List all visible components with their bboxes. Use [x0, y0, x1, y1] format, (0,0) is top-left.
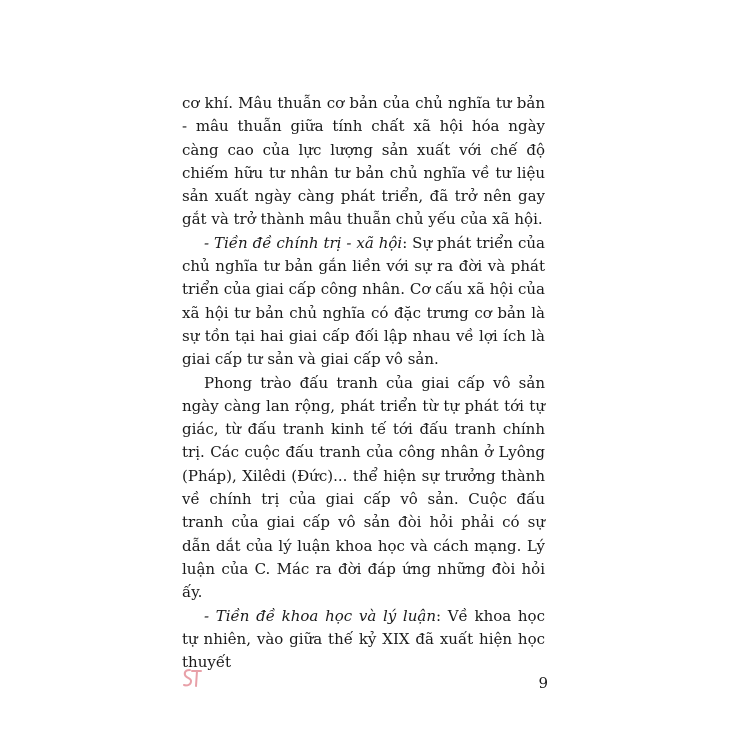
paragraph-1-text: cơ khí. Mâu thuẫn cơ bản của chủ nghĩa tư bản - mâu thuẫn giữa tính chất xã hội hóa ngày càng cao của lực lượng sản xuất với chế độ chiếm hữu tư nhân tư bản chủ nghĩa về tư liệu sản xuất ngày càng phát triển, đã trở nên gay gắt và trở thành mâu thuẫn chủ yếu của xã hội. [182, 94, 545, 229]
paragraph-1 [182, 92, 545, 232]
paragraph-3-text: Phong trào đấu tranh của giai cấp vô sản ngày càng lan rộng, phát triển từ tự phát tới tự giác, từ đấu tranh kinh tế tới đấu tranh chính trị. Các cuộc đấu tranh của công nhân ở Lyông (Pháp), Xilêdi (Đức)... thể hiện sự trưởng thành về chính trị của giai cấp vô sản. Cuộc đấu tranh của giai cấp vô sản đòi hỏi phải có sự dẫn dắt của lý luận khoa học và cách mạng. Lý luận của C. Mác ra đời đáp ứng những đòi hỏi ấy. [182, 373, 545, 602]
paragraph-3 [182, 372, 545, 605]
body-text [182, 92, 545, 674]
paragraph-2-heading: - Tiền đề chính trị - xã hội [204, 233, 403, 252]
paragraph-4-text: : Về khoa học tự nhiên, vào giữa thế kỷ XIX đã xuất hiện học thuyết [182, 606, 545, 672]
paragraph-2 [182, 232, 545, 372]
paragraph-4 [182, 605, 545, 675]
publisher-logo-icon [181, 667, 203, 689]
paragraph-2-text: : Sự phát triển của chủ nghĩa tư bản gắn liền với sự ra đời và phát triển của giai cấp công nhân. Cơ cấu xã hội của xã hội tư bản chủ nghĩa có đặc trưng cơ bản là sự tồn tại hai giai cấp đối lập nhau về lợi ích là giai cấp tư sản và giai cấp vô sản. [182, 233, 545, 369]
paragraph-4-heading: - Tiền đề khoa học và lý luận [204, 606, 436, 625]
page-number: 9 [538, 674, 548, 692]
